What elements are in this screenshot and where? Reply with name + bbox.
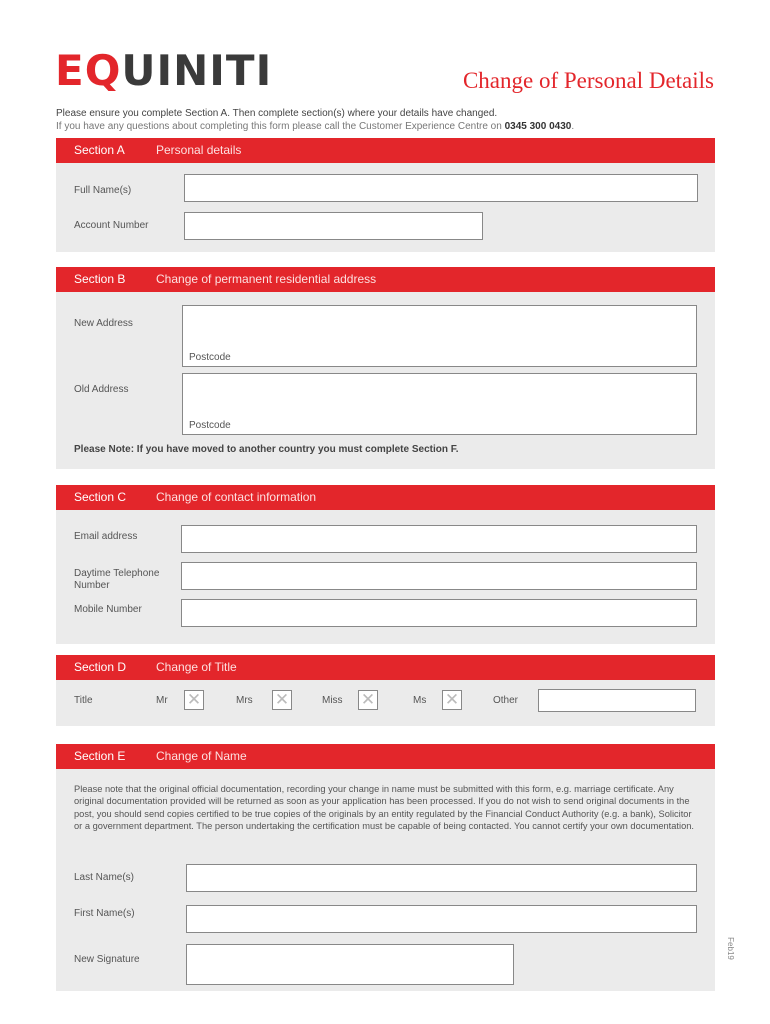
email-label: Email address: [74, 531, 138, 542]
equiniti-logo: [55, 46, 273, 95]
section-a-header: [56, 138, 715, 163]
title-label: Title: [74, 695, 93, 706]
section-a-body: [56, 163, 715, 252]
section-c-header: [56, 485, 715, 510]
last-name-label: Last Name(s): [74, 872, 135, 883]
section-d-title: Change of Title: [156, 660, 237, 674]
section-a-title: Personal details: [156, 143, 242, 157]
section-c-body: [56, 510, 715, 644]
section-c-title: Change of contact information: [156, 490, 317, 504]
section-e-title: Change of Name: [156, 749, 247, 763]
full-name-field[interactable]: [184, 174, 698, 202]
title-mr-label: Mr: [156, 695, 168, 706]
intro-text: [56, 107, 574, 133]
section-d-id: Section D: [74, 660, 127, 674]
daytime-phone-field[interactable]: [181, 562, 697, 590]
form-code: Feb19: [726, 937, 736, 960]
old-address-field[interactable]: [182, 373, 697, 435]
new-address-label: New Address: [74, 318, 133, 329]
account-number-field[interactable]: [184, 212, 483, 240]
email-field[interactable]: [181, 525, 697, 553]
old-address-label: Old Address: [74, 384, 129, 395]
title-other-field[interactable]: [538, 689, 696, 712]
daytime-phone-label: Daytime Telephone Number: [74, 568, 160, 591]
section-b-title: Change of permanent residential address: [156, 272, 377, 286]
title-miss-checkbox[interactable]: ✕: [358, 690, 378, 710]
helpline-number: 0345 300 0430: [504, 121, 572, 132]
section-c-id: Section C: [74, 490, 127, 504]
section-b-body: [56, 292, 715, 469]
section-d-body: [56, 680, 715, 726]
section-e-header: [56, 744, 715, 769]
full-name-label: Full Name(s): [74, 185, 132, 196]
section-e-id: Section E: [74, 749, 126, 763]
logo-part2: UINITI: [121, 46, 273, 95]
section-b-header: [56, 267, 715, 292]
first-name-label: First Name(s): [74, 908, 135, 919]
title-mrs-checkbox[interactable]: ✕: [272, 690, 292, 710]
signature-label: New Signature: [74, 954, 140, 965]
mobile-label: Mobile Number: [74, 604, 142, 615]
new-postcode-label: Postcode: [189, 352, 231, 363]
title-mrs-label: Mrs: [236, 695, 253, 706]
intro-line2: If you have any questions about completing this form please call the Customer Experience Centre on 0345 300 0430.: [56, 121, 575, 132]
title-miss-label: Miss: [322, 695, 343, 706]
section-a-id: Section A: [74, 143, 125, 157]
title-ms-label: Ms: [413, 695, 427, 706]
old-postcode-label: Postcode: [189, 420, 231, 431]
section-d-header: [56, 655, 715, 680]
section-b-id: Section B: [74, 272, 126, 286]
first-name-field[interactable]: [186, 905, 697, 933]
logo-part1: EQ: [55, 46, 122, 95]
new-address-field[interactable]: [182, 305, 697, 367]
title-ms-checkbox[interactable]: ✕: [442, 690, 462, 710]
intro-line1: Please ensure you complete Section A. Then complete section(s) where your details have changed.: [56, 108, 498, 119]
section-b-note: Please Note: If you have moved to another country you must complete Section F.: [74, 444, 459, 455]
account-number-label: Account Number: [74, 220, 149, 231]
mobile-field[interactable]: [181, 599, 697, 627]
page-title: Change of Personal Details: [462, 68, 714, 93]
title-other-label: Other: [493, 695, 519, 706]
section-e-body: [56, 769, 715, 991]
section-e-paragraph: Please note that the original official documentation, recording your change in name must be submitted with this form, e.g. marriage certificate. Any original documentation provided will be returned as soon as your application has been processed. If you do not wish to send original documents in the post, you should send copies certified to be true copies of the originals by an entity regulated by the Financial Conduct Authority (e.g. a bank), Solicitor or a government department. The person undertaking the certification must be capable of being contacted. You cannot certify your own documentation.: [74, 784, 695, 832]
last-name-field[interactable]: [186, 864, 697, 892]
title-mr-checkbox[interactable]: ✕: [184, 690, 204, 710]
signature-field[interactable]: [186, 944, 514, 985]
